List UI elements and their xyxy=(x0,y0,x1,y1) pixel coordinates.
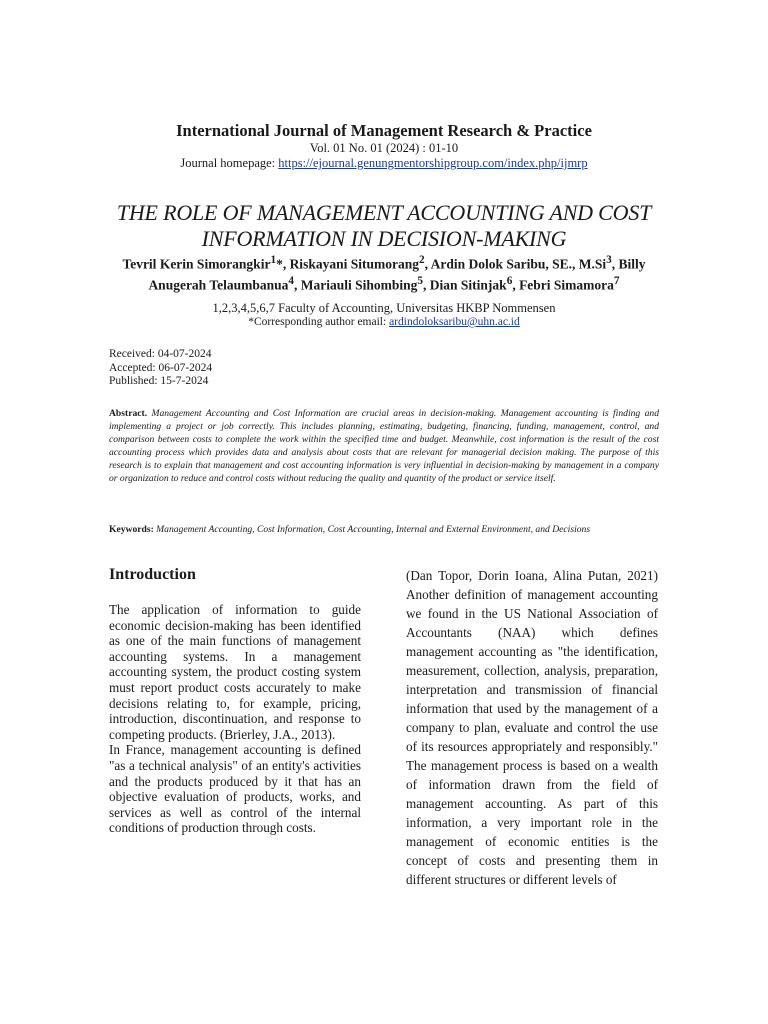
abstract xyxy=(109,407,659,485)
corresponding-email-link[interactable]: ardindoloksaribu@uhn.ac.id xyxy=(389,316,520,328)
abstract-text: Management Accounting and Cost Information are crucial areas in decision-making. Management accounting is finding and implementing a project or job correctly. This includes planning, estimating, budgeting, financing, funding, management, control, and comparison between costs to complete the work within the specified time and budget. Meanwhile, cost information is the result of the cost accounting process which provides data and analysis about costs that are relevant for managerial decision making. The purpose of this research is to explain that management and cost accounting information is very influential in decision-making by management in a company or organization to reduce and control costs without reducing the quality and quantity of the product or service itself. xyxy=(109,408,659,484)
homepage-link[interactable]: https://ejournal.genungmentorshipgroup.com/index.php/ijmrp xyxy=(278,156,588,170)
author-sup: 4 xyxy=(288,274,294,287)
journal-homepage xyxy=(0,156,768,171)
paper-title: THE ROLE OF MANAGEMENT ACCOUNTING AND COST INFORMATION IN DECISION-MAKING xyxy=(116,200,652,251)
author-name: , Febri Simamora xyxy=(512,277,614,292)
corresponding-author xyxy=(0,316,768,328)
intro-paragraph-1: The application of information to guide economic decision-making has been identified as one of the main functions of management accounting systems. In a management accounting system, the product costing system must report product costs accurately to make decisions relating to, for example, pricing, introduction, discontinuation, and response to competing products. (Brierley, J.A., 2013). xyxy=(109,602,361,742)
keywords xyxy=(109,524,669,535)
abstract-label: Abstract. xyxy=(109,408,148,419)
received-date: Received: 04-07-2024 xyxy=(109,348,212,360)
author-name: Tevril Kerin Simorangkir xyxy=(122,256,271,272)
left-column xyxy=(109,566,361,836)
affiliation: 1,2,3,4,5,6,7 Faculty of Accounting, Universitas HKBP Nommensen xyxy=(212,301,556,315)
keywords-text: Management Accounting, Cost Information, Cost Accounting, Internal and External Environment, and Decisions xyxy=(156,524,591,535)
author-sup: 3 xyxy=(606,254,612,266)
homepage-label: Journal homepage: xyxy=(180,156,279,170)
author-sup: 6 xyxy=(506,274,513,287)
intro-paragraph-right: (Dan Topor, Dorin Ioana, Alina Putan, 2021) Another definition of management accounting we found in the US National Association of Accountants (NAA) which defines management accounting as "the identification, measurement, collection, analysis, preparation, interpretation and transmission of financial information that used by the management of a company to plan, evaluate and control the use of its resources appropriately and responsibly." The management process is based on a wealth of information drawn from the field of management accounting. As part of this information, a very important role in the management of economic entities is the concept of costs and presenting them in different structures or different levels of xyxy=(406,568,658,887)
article-dates xyxy=(109,348,212,389)
published-date: Published: 15-7-2024 xyxy=(109,375,209,387)
author-name: , Ardin Dolok Saribu, SE., M.Si xyxy=(424,256,607,272)
author-sup: 2 xyxy=(418,254,425,266)
keywords-label: Keywords: xyxy=(109,524,154,535)
author-sup: 7 xyxy=(613,274,620,287)
author-sup: 1 xyxy=(270,254,277,266)
section-heading-introduction: Introduction xyxy=(109,566,196,583)
accepted-date: Accepted: 06-07-2024 xyxy=(109,361,213,374)
right-column xyxy=(406,566,658,889)
journal-title: International Journal of Management Research & Practice xyxy=(176,121,592,140)
author-name: , Billy Anugerah Telaumbanua xyxy=(148,256,646,292)
author-name: , Mariauli Sihombing xyxy=(294,277,418,292)
author-name: *, Riskayani Situmorang xyxy=(276,256,419,272)
author-sup: 5 xyxy=(417,274,424,287)
journal-volume: Vol. 01 No. 01 (2024) : 01-10 xyxy=(309,141,459,155)
corresponding-label: *Corresponding author email: xyxy=(248,316,390,328)
intro-paragraph-2: In France, management accounting is defined "as a technical analysis" of an entity's activities and the products produced by it that has an objective evaluation of products, works, and services as well as control of the internal conditions of production through costs. xyxy=(109,742,361,836)
author-name: , Dian Sitinjak xyxy=(423,277,507,292)
author-list xyxy=(100,252,668,293)
